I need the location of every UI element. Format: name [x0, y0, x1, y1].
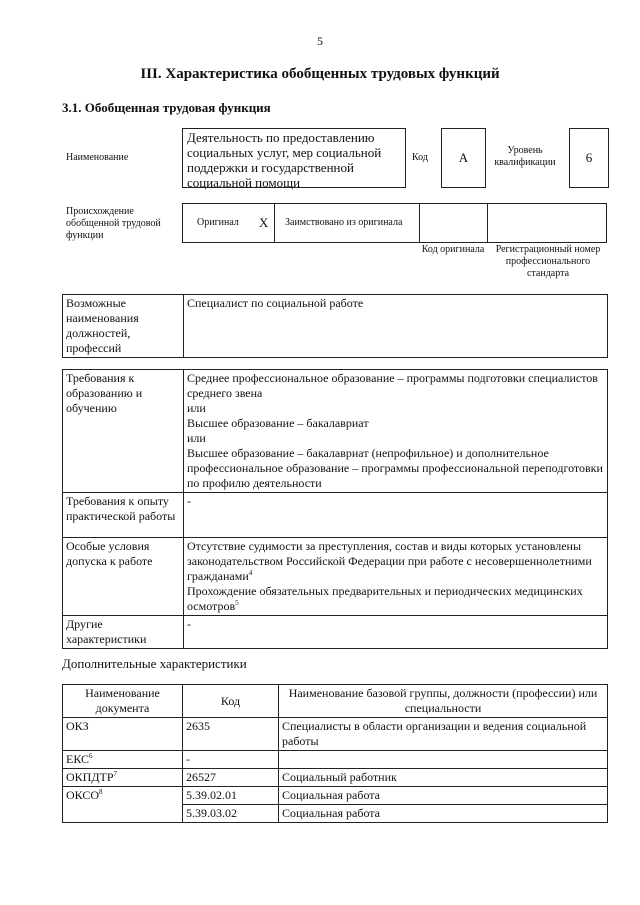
conditions-value	[184, 538, 608, 616]
name-label: Наименование	[66, 152, 129, 163]
positions-table	[62, 294, 608, 358]
reg-caption: Регистрационный номер профессионального стандарта	[495, 244, 601, 279]
table-row	[63, 751, 608, 769]
conditions-line: Прохождение обязательных предварительных и периодических медицинских осмотров$^5$	[187, 584, 583, 613]
subsection-title: 3.1. Обобщенная трудовая функция	[62, 100, 271, 115]
other-label: Другие характеристики	[63, 616, 184, 649]
footnote-ref: 5	[235, 599, 239, 607]
row-doc: ОКЗ	[63, 718, 183, 751]
level-value: 6	[569, 128, 609, 188]
education-line: или	[187, 431, 206, 445]
positions-value: Специалист по социальной работе	[184, 295, 608, 358]
footnote-ref: 6	[89, 752, 93, 760]
footnote-ref: 7	[113, 770, 118, 778]
section-title: III. Характеристика обобщенных трудовых функций	[140, 66, 500, 82]
function-code-value: А	[441, 128, 486, 188]
education-line: Высшее образование – бакалавриат	[187, 416, 369, 430]
row-name: Социальная работа	[279, 787, 608, 805]
header-name: Наименование базовой группы, должности (профессии) или специальности	[279, 685, 608, 718]
row-doc: ОКПДТР$^7$	[63, 769, 183, 787]
original-mark: X	[259, 215, 269, 230]
education-line: Среднее профессиональное образование – программы подготовки специалистов среднего звена	[187, 371, 598, 400]
row-name: Специалисты в области организации и ведения социальной работы	[279, 718, 608, 751]
experience-value: -	[184, 493, 608, 538]
code-caption: Код оригинала	[421, 244, 485, 255]
positions-label: Возможные наименования должностей, профессий	[63, 295, 184, 358]
borrowed-label: Заимствовано из оригинала	[285, 217, 403, 228]
other-value: -	[184, 616, 608, 649]
row-code: 2635	[183, 718, 279, 751]
table-row	[63, 718, 608, 751]
education-line: или	[187, 401, 206, 415]
table-row	[63, 787, 608, 805]
row-name: Социальная работа	[279, 805, 608, 823]
requirements-table	[62, 369, 608, 649]
original-code-cell	[419, 204, 488, 242]
row-code: 26527	[183, 769, 279, 787]
origin-box	[182, 203, 607, 243]
row-doc: ОКСО$^8$	[63, 787, 183, 823]
additional-title: Дополнительные характеристики	[62, 656, 247, 671]
education-line: Высшее образование – бакалавриат (непрофильное) и дополнительное профессиональное образование – программы профессиональной переподготовки по профилю деятельности	[187, 446, 603, 490]
education-label: Требования к образованию и обучению	[63, 370, 184, 493]
row-code: 5.39.03.02	[183, 805, 279, 823]
origin-label: Происхождение обобщенной трудовой функции	[66, 206, 161, 241]
conditions-line: Отсутствие судимости за преступления, состав и виды которых установлены законодательством Российской Федерации при работе с несовершеннолетними гражданами$^4$	[187, 539, 592, 583]
code-label: Код	[412, 152, 428, 163]
footnote-ref: 4	[248, 569, 253, 577]
footnote-ref: 8	[99, 788, 103, 796]
additional-table	[62, 684, 608, 823]
row-code: -	[183, 751, 279, 769]
table-row	[63, 769, 608, 787]
row-code: 5.39.02.01	[183, 787, 279, 805]
original-label: Оригинал	[197, 217, 239, 228]
header-document: Наименование документа	[63, 685, 183, 718]
header-code: Код	[183, 685, 279, 718]
original-cell	[183, 204, 275, 242]
row-name	[279, 751, 608, 769]
experience-label: Требования к опыту практической работы	[63, 493, 184, 538]
conditions-label: Особые условия допуска к работе	[63, 538, 184, 616]
page-number: 5	[317, 34, 323, 48]
row-doc: ЕКС$^6$	[63, 751, 183, 769]
education-value	[184, 370, 608, 493]
function-name-value: Деятельность по предоставлению социальных услуг, мер социальной поддержки и государственной социальной помощи	[182, 128, 406, 188]
row-name: Социальный работник	[279, 769, 608, 787]
level-label: Уровень квалификации	[494, 145, 556, 168]
